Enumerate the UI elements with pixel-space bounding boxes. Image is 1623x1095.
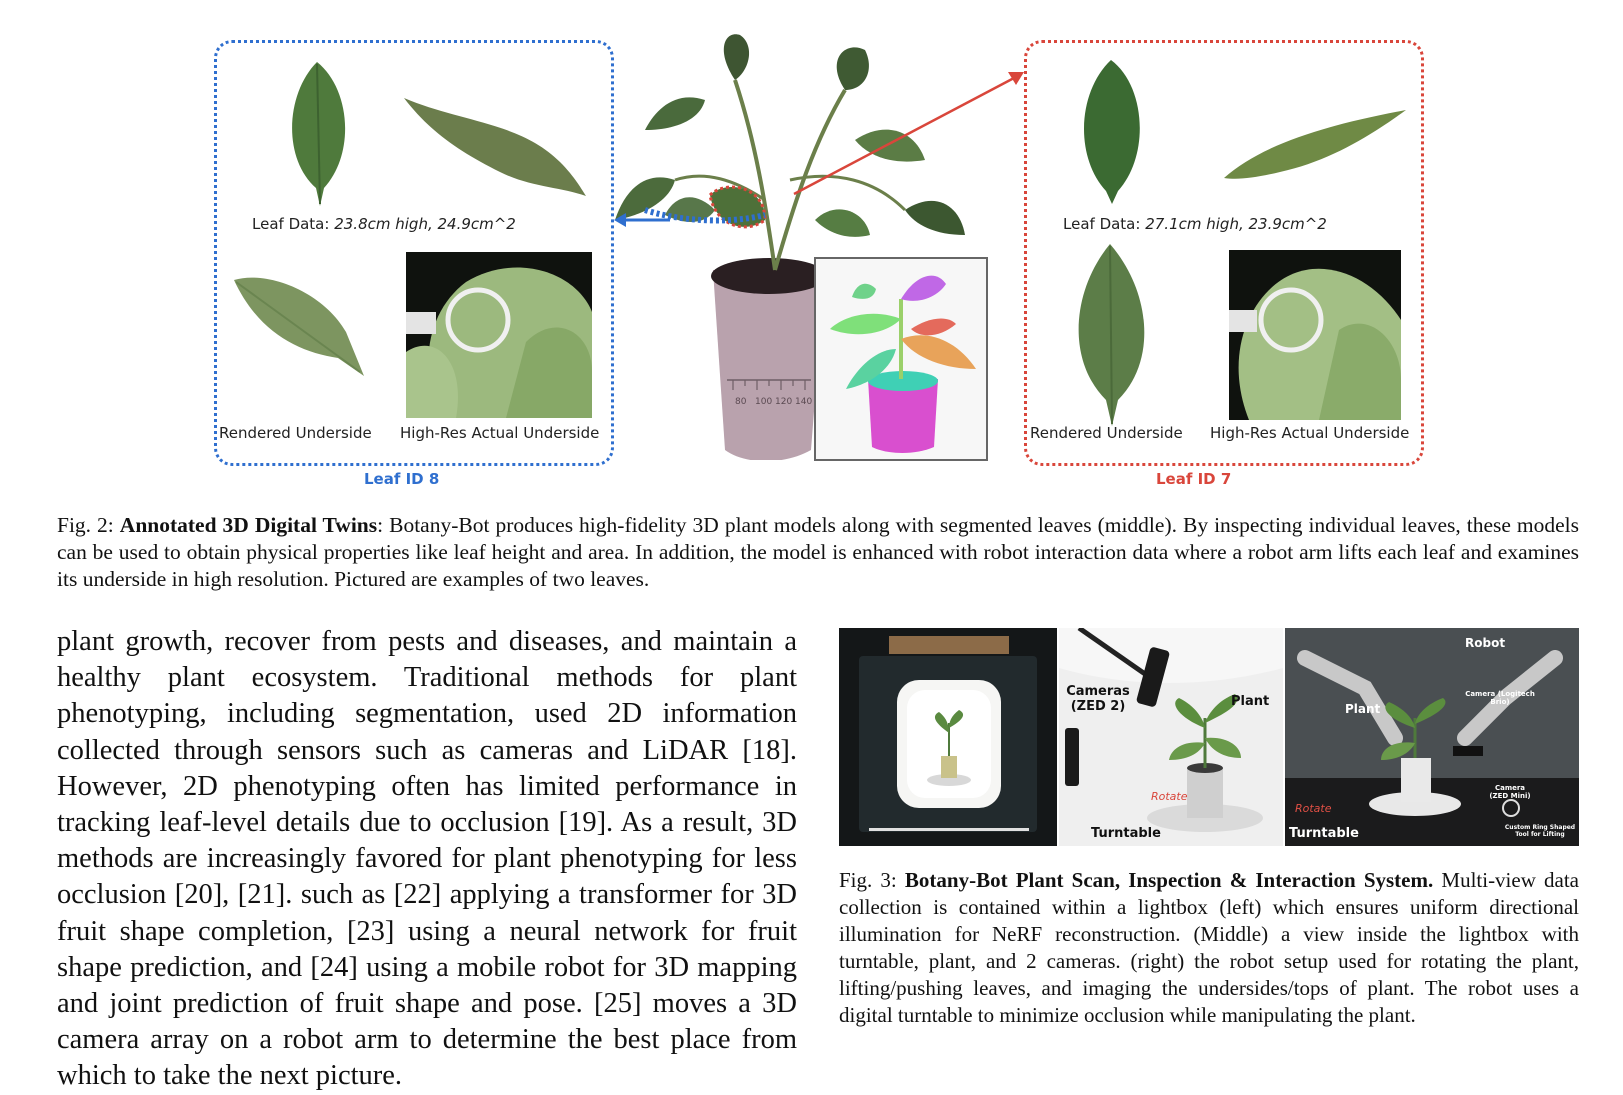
arrow-to-right-panel — [790, 68, 1030, 198]
high-res-underside-photo-left — [406, 252, 592, 418]
leaf-id-8-label: Leaf ID 8 — [364, 470, 440, 488]
leaf-id-7-label: Leaf ID 7 — [1156, 470, 1232, 488]
leaf-data-right: Leaf Data: 27.1cm high, 23.9cm^2 — [1063, 215, 1327, 233]
leaf-rendered-side-left — [400, 92, 590, 202]
segmented-leaves-inset — [814, 257, 988, 461]
figure-3-robot-setup-photo — [1285, 628, 1579, 846]
figure-3-caption-title: Botany-Bot Plant Scan, Inspection & Interaction System. — [904, 868, 1434, 892]
cameras-zed2-label: Cameras (ZED 2) — [1066, 684, 1130, 714]
turntable-label-middle: Turntable — [1091, 826, 1161, 841]
pot-tick-label: 100 — [755, 397, 773, 407]
figure-2 — [0, 0, 1623, 500]
rendered-underside-label-right: Rendered Underside — [1030, 424, 1183, 442]
custom-ring-tool-label: Custom Ring Shaped Tool for Lifting — [1504, 824, 1576, 838]
figure-3-caption-prefix: Fig. 3: — [839, 868, 905, 892]
plant-label-middle: Plant — [1231, 694, 1270, 709]
rotate-label-middle: Rotate — [1151, 790, 1188, 803]
camera-brio-label: Camera (Logitech Brio) — [1465, 690, 1535, 706]
figure-3-lightbox-photo — [839, 628, 1057, 846]
pot-tick-label: 80 — [735, 397, 747, 407]
leaf-rendered-side-right — [1220, 106, 1410, 186]
pot-tick-label: 120 — [775, 397, 793, 407]
arrow-to-left-panel — [612, 208, 672, 232]
high-res-underside-photo-right — [1229, 250, 1401, 420]
rendered-underside-label-left: Rendered Underside — [219, 424, 372, 442]
leaf-rendered-underside-right — [1060, 240, 1160, 430]
leaf-data-left: Leaf Data: 23.8cm high, 24.9cm^2 — [252, 215, 516, 233]
figure-3-caption-text: Multi-view data collection is contained within a lightbox (left) which ensures uniform directional illumination for NeRF reconstruction. (Middle) a view inside the lightbox with turntable, plant, and 2 cameras. (right) the robot setup used for rotating the plant, lifting/pushing leaves, and imaging the undersides/tops of plant. The robot uses a digital turntable to minimize occlusion while manipulating the plant. — [839, 868, 1579, 1027]
figure-3-inside-lightbox-photo — [1059, 628, 1283, 846]
plant-label-right: Plant — [1345, 702, 1381, 716]
robot-label: Robot — [1465, 636, 1506, 650]
leaf-rendered-underside-left — [228, 272, 368, 382]
high-res-underside-label-right: High-Res Actual Underside — [1210, 424, 1410, 442]
figure-2-caption-prefix: Fig. 2: — [57, 513, 120, 537]
figure-3-caption — [839, 867, 1579, 1029]
high-res-underside-label-left: High-Res Actual Underside — [400, 424, 600, 442]
figure-2-caption-title: Annotated 3D Digital Twins — [119, 513, 378, 537]
figure-2-caption-text: : Botany-Bot produces high-fidelity 3D plant models along with segmented leaves (middle). By inspecting individual leaves, these models can be used to obtain physical properties like leaf height and area. In addition, the model is enhanced with robot interaction data where a robot arm lifts each leaf and examines its underside in high resolution. Pictured are examples of two leaves. — [57, 513, 1580, 591]
rotate-label-right: Rotate — [1295, 802, 1332, 815]
figure-2-caption — [57, 512, 1579, 593]
camera-zed-mini-label: Camera (ZED Mini) — [1489, 784, 1531, 800]
leaf-rendered-top-right — [1066, 56, 1156, 206]
turntable-label-right: Turntable — [1289, 826, 1359, 841]
leaf-rendered-top-left — [272, 58, 362, 208]
body-text-column: plant growth, recover from pests and diseases, and maintain a healthy plant ecosystem. Traditional methods for plant phenotyping, including segmentation, used 2D information collected through sensors such as cameras and LiDAR [18]. However, 2D phenotyping often has limited performance in tracking leaf-level details due to occlusion [19]. As a result, 3D methods are increasingly favored for plant phenotyping for less occlusion [20], [21]. such as [22] applying a transformer for 3D fruit shape completion, [23] using a neural network for fruit shape prediction, and [24] using a mobile robot for 3D mapping and joint prediction of fruit shape and pose. [25] moves a 3D camera array on a robot arm to determine the best place from which to take the next picture. — [57, 626, 797, 1092]
pot-tick-label: 140 — [795, 397, 813, 407]
